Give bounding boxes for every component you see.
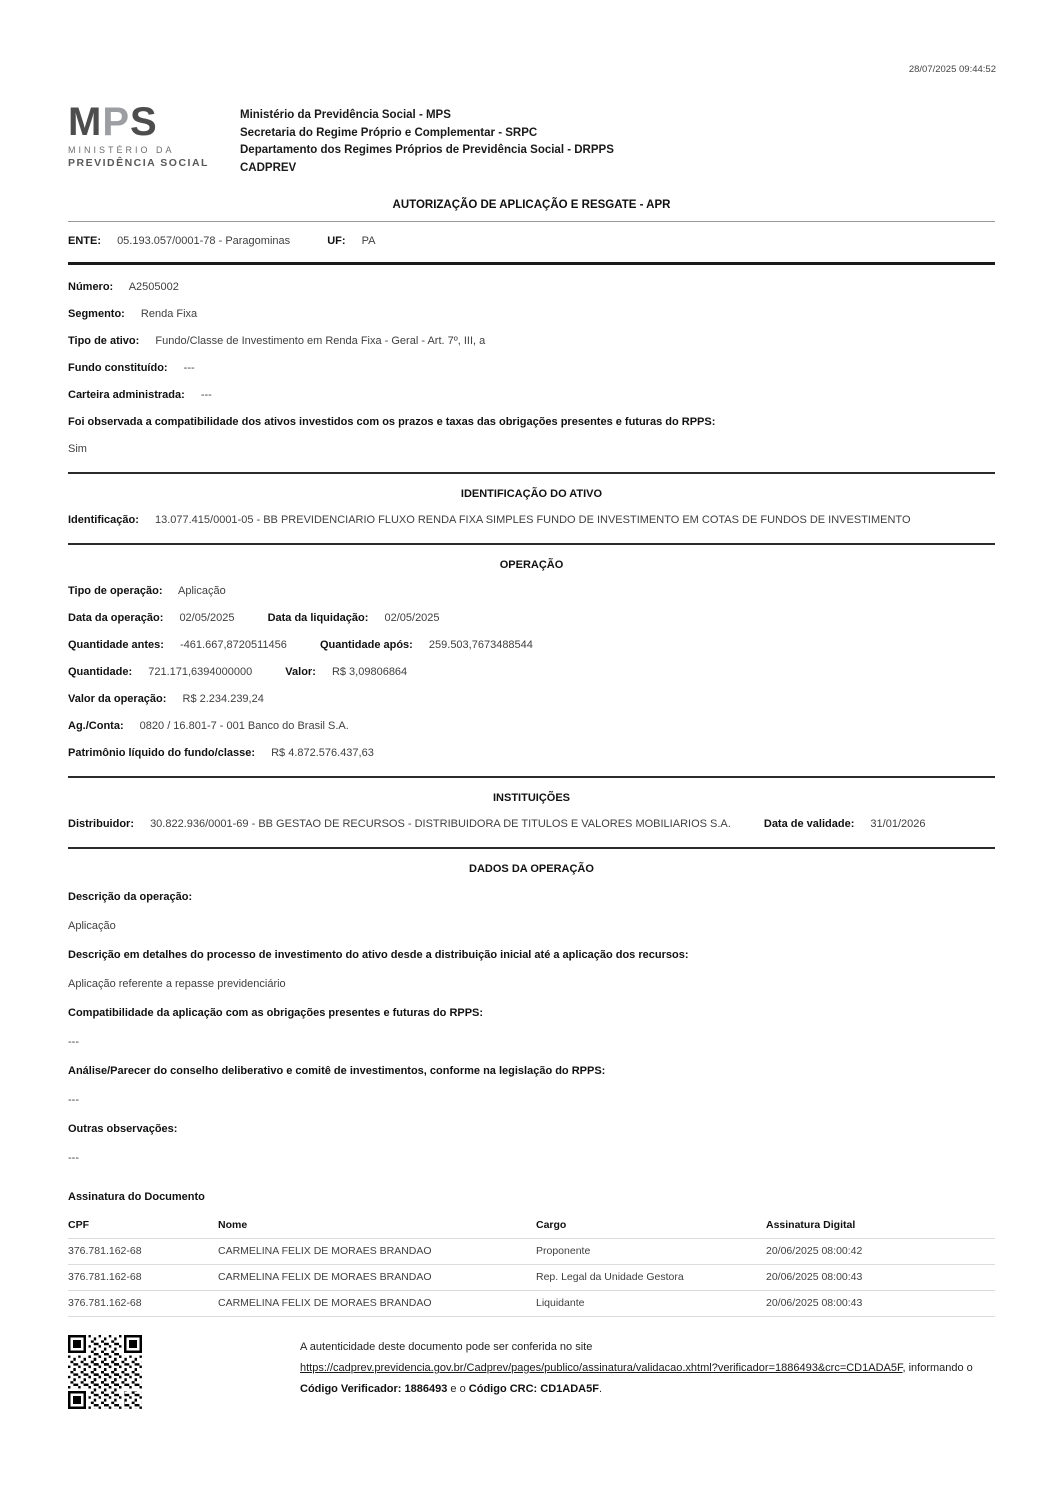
cell-cargo: Proponente	[536, 1245, 591, 1257]
org-line-secretaria: Secretaria do Regime Próprio e Complementar - SRPC	[240, 126, 538, 139]
uf-value: PA	[361, 235, 376, 247]
dados-descricao-value: Aplicação	[68, 920, 116, 932]
dados-analise-value: ---	[68, 1094, 79, 1106]
field-value: Sim	[68, 443, 87, 455]
validation-link[interactable]: https://cadprev.previdencia.gov.br/Cadprev/pages/publico/assinatura/validacao.xhtml?verificador=1886493&crc=CD1ADA5F	[300, 1362, 903, 1374]
crc-value: CD1ADA5F	[540, 1383, 599, 1395]
field-ag-conta	[68, 720, 995, 733]
cell-nome: CARMELINA FELIX DE MORAES BRANDAO	[218, 1245, 432, 1257]
org-line-cadprev: CADPREV	[240, 161, 297, 174]
verification-line-3	[300, 1379, 973, 1400]
verificador-value: 1886493	[404, 1383, 448, 1395]
field-carteira-administrada	[68, 389, 995, 402]
table-row	[68, 1265, 995, 1291]
field-label: Data da liquidação:	[267, 612, 369, 624]
cell-cargo: Liquidante	[536, 1297, 585, 1309]
field-value: -461.667,8720511456	[180, 639, 287, 651]
mps-logo-subtitle-1: MINISTÉRIO DA	[68, 145, 175, 155]
crc-label: Código CRC:	[468, 1383, 538, 1395]
field-value: ---	[183, 362, 195, 374]
field-value: A2505002	[128, 281, 179, 293]
field-value: R$ 4.872.576.437,63	[271, 747, 374, 759]
verification-footer	[68, 1335, 995, 1409]
verification-line-1: A autenticidade deste documento pode ser conferida no site	[300, 1341, 593, 1353]
verification-text	[300, 1335, 973, 1409]
section-divider	[68, 543, 995, 545]
field-value: 721.171,6394000000	[148, 666, 253, 678]
field-label: Tipo de ativo:	[68, 335, 140, 347]
period: .	[598, 1383, 603, 1395]
field-label: Carteira administrada:	[68, 389, 185, 401]
field-label: Valor:	[285, 666, 316, 678]
mps-logo-acronym: MPS	[68, 100, 158, 144]
field-tipo-ativo	[68, 335, 995, 348]
field-segmento	[68, 308, 995, 321]
verificador-label: Código Verificador:	[300, 1383, 402, 1395]
field-label: Patrimônio líquido do fundo/classe:	[68, 747, 256, 759]
field-patrimonio	[68, 747, 995, 760]
field-value: 259.503,7673488544	[428, 639, 533, 651]
field-label: Data de validade:	[763, 818, 855, 830]
section-title-identificacao: IDENTIFICAÇÃO DO ATIVO	[460, 488, 603, 500]
field-label: Quantidade antes:	[68, 639, 164, 651]
field-label: Quantidade após:	[319, 639, 413, 651]
field-label: Quantidade:	[68, 666, 133, 678]
field-value: R$ 3,09806864	[331, 666, 408, 678]
qr-code-icon	[68, 1335, 142, 1409]
section-divider	[68, 776, 995, 778]
col-header-assinatura-digital: Assinatura Digital	[766, 1219, 856, 1231]
field-distribuidor	[68, 818, 995, 831]
cell-cargo: Rep. Legal da Unidade Gestora	[536, 1271, 684, 1283]
link-suffix: , informando o	[902, 1362, 973, 1374]
field-valor-operacao	[68, 693, 995, 706]
mps-logo-subtitle-2: PREVIDÊNCIA SOCIAL	[68, 157, 209, 169]
field-tipo-operacao	[68, 585, 995, 598]
dados-analise-label: Análise/Parecer do conselho deliberativo e comitê de investimentos, conforme na legislação do RPPS:	[68, 1065, 606, 1077]
field-identificacao	[68, 514, 995, 527]
field-fundo-constituido	[68, 362, 995, 375]
dados-compatibilidade-label: Compatibilidade da aplicação com as obrigações presentes e futuras do RPPS:	[68, 1007, 484, 1019]
dados-detalhes-value: Aplicação referente a repasse previdenciário	[68, 978, 286, 990]
dados-outras-label: Outras observações:	[68, 1123, 178, 1135]
field-value: 02/05/2025	[384, 612, 440, 624]
col-header-nome: Nome	[218, 1219, 248, 1231]
field-label: Valor da operação:	[68, 693, 167, 705]
field-label: Ag./Conta:	[68, 720, 124, 732]
field-value: 31/01/2026	[870, 818, 926, 830]
dados-outras-value: ---	[68, 1152, 79, 1164]
field-label: Número:	[68, 281, 114, 293]
field-label: Tipo de operação:	[68, 585, 163, 597]
field-value: 0820 / 16.801-7 - 001 Banco do Brasil S.A.	[139, 720, 349, 732]
dados-detalhes-label: Descrição em detalhes do processo de investimento do ativo desde a distribuição inicial até a aplicação dos recursos:	[68, 949, 689, 961]
cell-assinatura: 20/06/2025 08:00:43	[766, 1271, 863, 1283]
dados-descricao-label: Descrição da operação:	[68, 891, 193, 903]
table-row	[68, 1239, 995, 1265]
field-label: Segmento:	[68, 308, 125, 320]
uf-label: UF:	[327, 235, 346, 247]
section-title-operacao: OPERAÇÃO	[499, 559, 564, 571]
field-compatibilidade-value	[68, 443, 995, 456]
field-label: Fundo constituído:	[68, 362, 168, 374]
mps-logo	[68, 102, 240, 169]
field-label: Identificação:	[68, 514, 139, 526]
field-value: Fundo/Classe de Investimento em Renda Fixa - Geral - Art. 7º, III, a	[155, 335, 486, 347]
field-value: Renda Fixa	[140, 308, 198, 320]
field-value: ---	[200, 389, 212, 401]
field-quantidade-valor	[68, 666, 995, 679]
col-header-cargo: Cargo	[536, 1219, 567, 1231]
cell-assinatura: 20/06/2025 08:00:43	[766, 1297, 863, 1309]
document-header	[68, 0, 995, 177]
field-datas	[68, 612, 995, 625]
cell-cpf: 376.781.162-68	[68, 1297, 142, 1309]
signature-table-header	[68, 1213, 995, 1239]
section-title-dados-operacao: DADOS DA OPERAÇÃO	[469, 863, 594, 875]
cell-assinatura: 20/06/2025 08:00:42	[766, 1245, 863, 1257]
ente-value: 05.193.057/0001-78 - Paragominas	[117, 235, 291, 247]
field-value: Aplicação	[178, 585, 226, 597]
cell-nome: CARMELINA FELIX DE MORAES BRANDAO	[218, 1297, 432, 1309]
field-compatibilidade-label	[68, 416, 995, 429]
verification-line-2	[300, 1358, 973, 1379]
org-lines	[240, 102, 614, 177]
signature-section-title: Assinatura do Documento	[68, 1191, 205, 1203]
ente-bar	[68, 221, 995, 265]
signature-table	[68, 1213, 995, 1317]
field-label: Distribuidor:	[68, 818, 134, 830]
section-divider	[68, 472, 995, 474]
field-value: R$ 2.234.239,24	[182, 693, 264, 705]
field-value: 02/05/2025	[179, 612, 235, 624]
col-header-cpf: CPF	[68, 1219, 89, 1231]
org-line-departamento: Departamento dos Regimes Próprios de Previdência Social - DRPPS	[240, 144, 614, 156]
dados-compatibilidade-value: ---	[68, 1036, 79, 1048]
field-value: 13.077.415/0001-05 - BB PREVIDENCIARIO FLUXO RENDA FIXA SIMPLES FUNDO DE INVESTIMENTO EM COTAS DE FUNDOS DE INVESTIMENTO	[154, 514, 911, 526]
field-label: Data da operação:	[68, 612, 164, 624]
cell-cpf: 376.781.162-68	[68, 1245, 142, 1257]
field-value: 30.822.936/0001-69 - BB GESTAO DE RECURSOS - DISTRIBUIDORA DE TITULOS E VALORES MOBILIARIOS S.A.	[150, 818, 731, 830]
cell-cpf: 376.781.162-68	[68, 1271, 142, 1283]
org-line-ministerio: Ministério da Previdência Social - MPS	[240, 109, 451, 121]
section-title-instituicoes: INSTITUIÇÕES	[492, 792, 570, 804]
ente-label: ENTE:	[68, 235, 101, 247]
field-quantidades	[68, 639, 995, 652]
table-row	[68, 1291, 995, 1317]
conjunction: e o	[450, 1383, 466, 1395]
print-timestamp: 28/07/2025 09:44:52	[908, 64, 996, 75]
document-title: AUTORIZAÇÃO DE APLICAÇÃO E RESGATE - APR	[392, 199, 671, 211]
section-divider	[68, 847, 995, 849]
field-label: Foi observada a compatibilidade dos ativos investidos com os prazos e taxas das obrigações presentes e futuras do RPPS:	[68, 416, 716, 428]
cell-nome: CARMELINA FELIX DE MORAES BRANDAO	[218, 1271, 432, 1283]
field-numero	[68, 281, 995, 294]
